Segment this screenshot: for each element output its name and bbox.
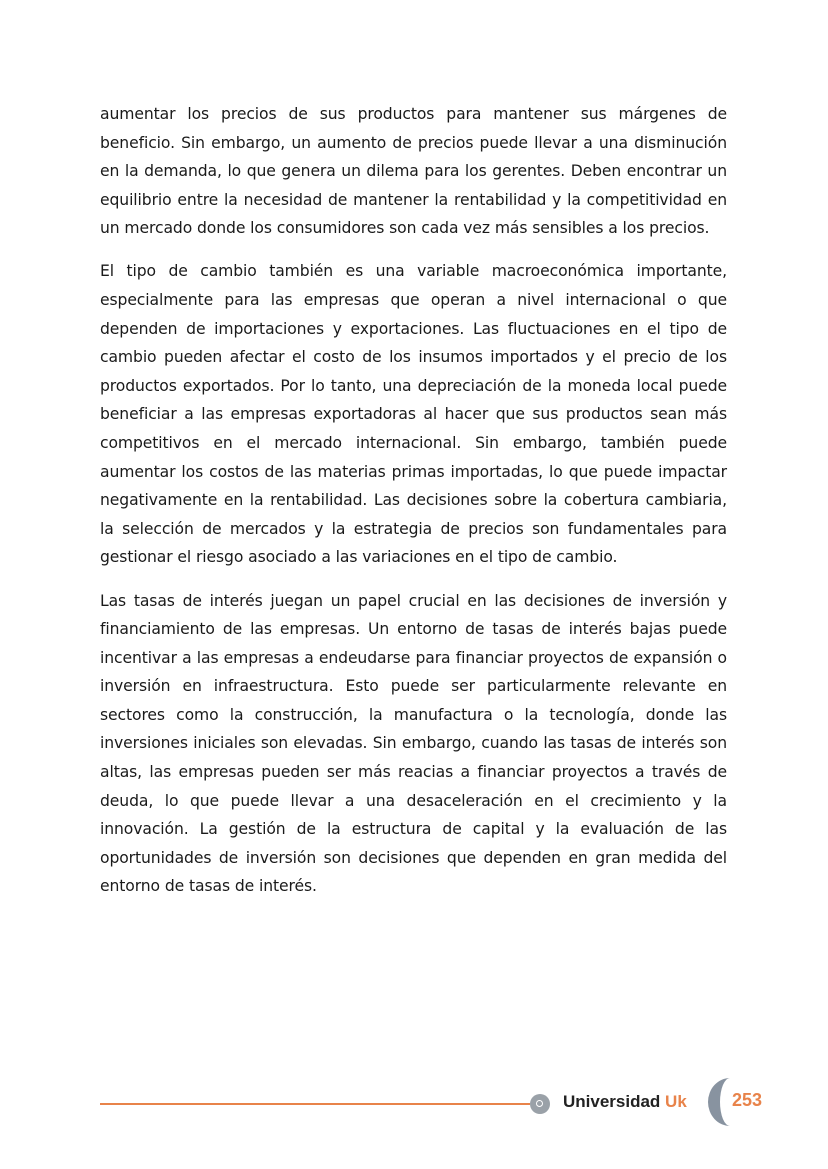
footer-divider-line bbox=[100, 1103, 530, 1105]
brand-suffix: Uk bbox=[665, 1092, 687, 1111]
target-circle-icon bbox=[530, 1094, 550, 1114]
footer-brand bbox=[563, 1092, 687, 1112]
paragraph: Las tasas de interés juegan un papel crucial en las decisiones de inversión y financiamiento de las empresas. Un entorno de tasas de interés bajas puede incentivar a las empresas a endeudarse para financiar proyectos de expansión o inversión en infraestructura. Esto puede ser particularmente relevante en sectores como la construcción, la manufactura o la tecnología, donde las inversiones iniciales son elevadas. Sin embargo, cuando las tasas de interés son altas, las empresas pueden ser más reacias a financiar proyectos a través de deuda, lo que puede llevar a una desaceleración en el crecimiento y la innovación. La gestión de la estructura de capital y la evaluación de las oportunidades de inversión son decisiones que dependen en gran medida del entorno de tasas de interés. bbox=[100, 591, 727, 896]
page-number: 253 bbox=[732, 1090, 763, 1110]
paragraph: El tipo de cambio también es una variable macroeconómica importante, especialmente para las empresas que operan a nivel internacional o que dependen de importaciones y exportaciones. Las fluctuaciones en el tipo de cambio pueden afectar el costo de los insumos importados y el precio de los productos exportados. Por lo tanto, una depreciación de la moneda local puede beneficiar a las empresas exportadoras al hacer que sus productos sean más competitivos en el mercado internacional. Sin embargo, también puede aumentar los costos de las materias primas importadas, lo que puede impactar negativamente en la rentabilidad. Las decisiones sobre la cobertura cambiaria, la selección de mercados y la estrategia de precios son fundamentales para gestionar el riesgo asociado a las variaciones en el tipo de cambio. bbox=[100, 262, 727, 567]
paragraph: aumentar los precios de sus productos para mantener sus márgenes de beneficio. Sin embargo, un aumento de precios puede llevar a una disminución en la demanda, lo que genera un dilema para los gerentes. Deben encontrar un equilibrio entre la necesidad de mantener la rentabilidad y la competitividad en un mercado donde los consumidores son cada vez más sensibles a los precios. bbox=[100, 105, 727, 238]
brand-name: Universidad bbox=[563, 1092, 661, 1111]
page-body bbox=[100, 100, 727, 916]
